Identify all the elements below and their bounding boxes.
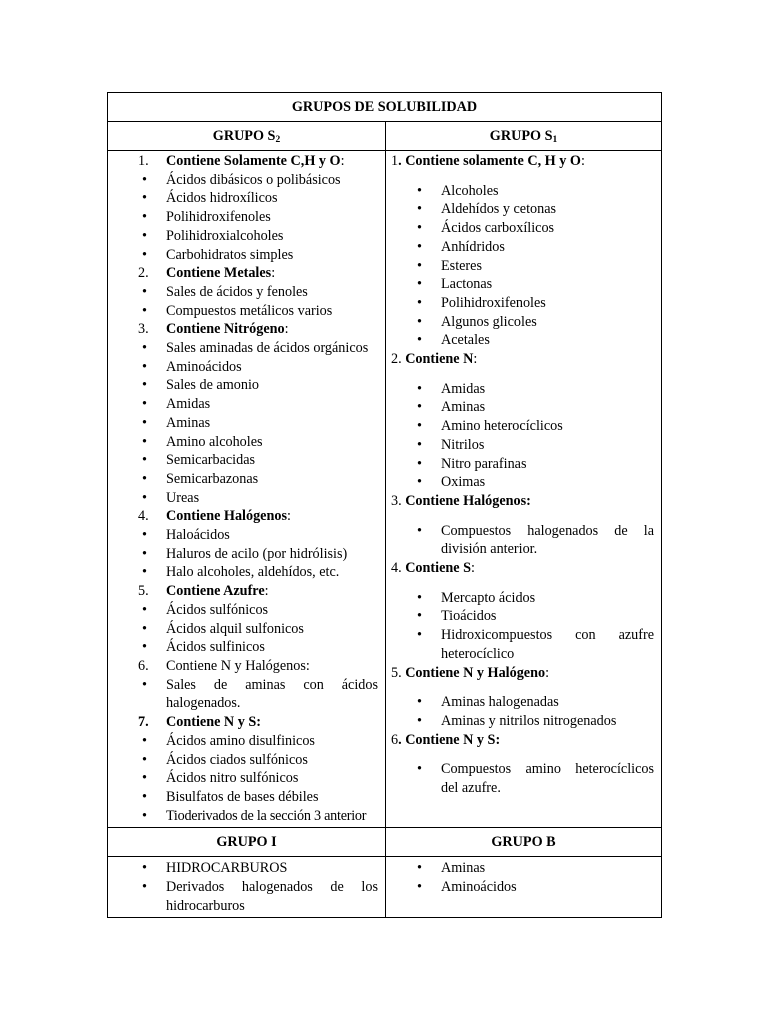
list-item: • Ácidos hidroxílicos xyxy=(116,189,378,208)
s1-section-heading: 1. Contiene solamente C, H y O: xyxy=(391,153,585,169)
list-item: • Ureas xyxy=(116,489,378,508)
list-item: • Aldehídos y cetonas xyxy=(391,200,654,219)
list-item: • Ácidos sulfinicos xyxy=(116,638,378,657)
list-item: • Derivados halogenados de los xyxy=(116,878,378,897)
list-item: • Bisulfatos de bases débiles xyxy=(116,788,378,807)
s1-section-heading: 4. Contiene S: xyxy=(391,560,475,577)
list-item: • Semicarbazonas xyxy=(116,470,378,489)
list-item: • Acetales xyxy=(391,331,654,350)
list-item-continuation: hidrocarburos xyxy=(166,897,245,914)
list-item: • Aminoácidos xyxy=(116,358,378,377)
header-grupo-s2: GRUPO $S_2$ xyxy=(108,122,386,151)
list-item: • Ácidos carboxílicos xyxy=(391,219,654,238)
list-item: • Amino heterocíclicos xyxy=(391,417,654,436)
list-item: • Anhídridos xyxy=(391,238,654,257)
list-item: • Nitro parafinas xyxy=(391,455,654,474)
s2-section-heading: 5. Contiene Azufre: xyxy=(138,583,269,600)
list-item: • Alcoholes xyxy=(391,182,654,201)
list-item: • Ácidos alquil sulfonicos xyxy=(116,620,378,639)
list-item: • Tioderivados de la sección 3 anterior xyxy=(116,807,378,826)
list-item: • Nitrilos xyxy=(391,436,654,455)
list-item-continuation: halogenados. xyxy=(166,695,241,712)
s1-section-heading: 5. Contiene N y Halógeno: xyxy=(391,664,550,681)
grupo-s2-cell xyxy=(108,151,386,828)
list-item: • Haloácidos xyxy=(116,526,378,545)
list-item: • Ácidos sulfónicos xyxy=(116,601,378,620)
list-item: • Oximas xyxy=(391,473,654,492)
list-item: • Aminas halogenadas xyxy=(391,693,654,712)
list-item: • Esteres xyxy=(391,257,654,276)
list-item-continuation: división anterior. xyxy=(441,541,538,558)
s1-section-heading: 6. Contiene N y S: xyxy=(391,731,501,748)
s2-section-heading: 3. Contiene Nitrógeno: xyxy=(138,321,289,338)
list-item: • Semicarbacidas xyxy=(116,451,378,470)
s1-section-heading: 3. Contiene Halógenos: xyxy=(391,492,531,509)
list-item: • HIDROCARBUROS xyxy=(116,859,378,878)
list-item: • Sales de amonio xyxy=(116,376,378,395)
s2-section-heading: 1. Contiene Solamente C,H y O: xyxy=(138,153,345,169)
list-item: • Sales de aminas con ácidos xyxy=(116,676,378,695)
list-item: • Aminas xyxy=(391,398,654,417)
header-grupo-b: GRUPO B xyxy=(386,828,662,857)
grupo-b-cell xyxy=(386,857,662,918)
list-item: • Tioácidos xyxy=(391,607,654,626)
list-item: • Aminas xyxy=(116,414,378,433)
solubility-table xyxy=(107,92,662,918)
list-item: • Sales aminadas de ácidos orgánicos xyxy=(116,339,378,358)
list-item: • Lactonas xyxy=(391,275,654,294)
s2-section-heading: 4. Contiene Halógenos: xyxy=(138,508,291,525)
list-item: • Compuestos metálicos varios xyxy=(116,302,378,321)
header-grupo-i: GRUPO I xyxy=(108,828,386,857)
list-item: • Carbohidratos simples xyxy=(116,246,378,265)
list-item: • Mercapto ácidos xyxy=(391,589,654,608)
list-item: • Algunos glicoles xyxy=(391,313,654,332)
list-item: • Compuestos amino heterocíclicos xyxy=(391,760,654,779)
list-item: • Polihidroxifenoles xyxy=(116,208,378,227)
s2-section-heading: 2. Contiene Metales: xyxy=(138,265,276,282)
header-grupo-s1: GRUPO $S_1$ xyxy=(386,122,662,151)
list-item: • Aminas y nitrilos nitrogenados xyxy=(391,712,654,731)
list-item: • Ácidos dibásicos o polibásicos xyxy=(116,171,378,190)
list-item-continuation: del azufre. xyxy=(441,780,501,797)
table-title: GRUPOS DE SOLUBILIDAD xyxy=(108,93,662,122)
s2-section-heading: 6. Contiene N y Halógenos: xyxy=(138,657,310,674)
list-item: • Ácidos ciados sulfónicos xyxy=(116,751,378,770)
list-item: • Amidas xyxy=(116,395,378,414)
list-item: • Amino alcoholes xyxy=(116,433,378,452)
s1-section-heading: 2. Contiene N: xyxy=(391,351,478,368)
list-item: • Haluros de acilo (por hidrólisis) xyxy=(116,545,378,564)
list-item: • Hidroxicompuestos con azufre xyxy=(391,626,654,645)
grupo-i-cell xyxy=(108,857,386,918)
s2-section-heading: 7. Contiene N y S: xyxy=(138,714,261,731)
list-item-continuation: heterocíclico xyxy=(441,645,515,662)
list-item: • Ácidos nitro sulfónicos xyxy=(116,769,378,788)
list-item: • Polihidroxifenoles xyxy=(391,294,654,313)
list-item: • Sales de ácidos y fenoles xyxy=(116,283,378,302)
list-item: • Aminoácidos xyxy=(391,878,654,897)
grupo-s1-cell xyxy=(386,151,662,828)
list-item: • Compuestos halogenados de la xyxy=(391,522,654,541)
list-item: • Ácidos amino disulfinicos xyxy=(116,732,378,751)
list-item: • Polihidroxialcoholes xyxy=(116,227,378,246)
list-item: • Halo alcoholes, aldehídos, etc. xyxy=(116,563,378,582)
list-item: • Amidas xyxy=(391,380,654,399)
list-item: • Aminas xyxy=(391,859,654,878)
